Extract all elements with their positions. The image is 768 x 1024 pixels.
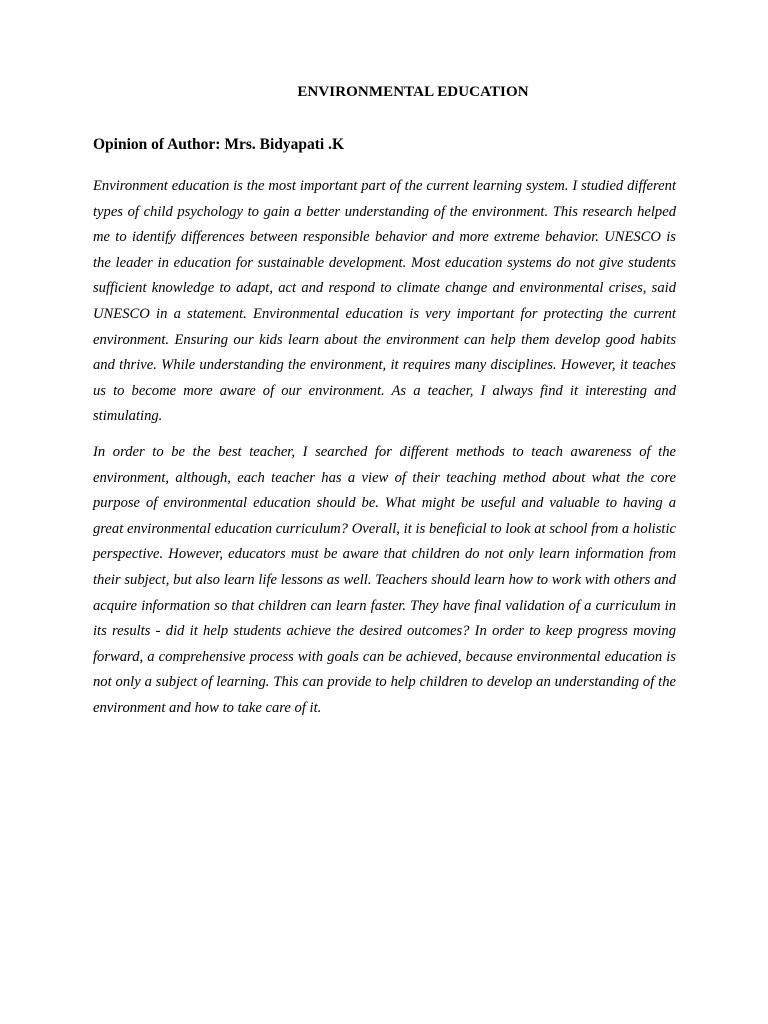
author-opinion-heading: Opinion of Author: Mrs. Bidyapati .K xyxy=(93,136,345,153)
body-paragraph-2: In order to be the best teacher, I searched for different methods to teach awareness of the environment, although, each teacher has a view of their teaching method about what the core purpose of environmental education should be. What might be useful and valuable to having a great environmental education curriculum? Overall, it is beneficial to look at school from a holistic perspective. However, educators must be aware that children do not only learn information from their subject, but also learn life lessons as well. Teachers should learn how to work with others and acquire information so that children can learn faster. They have final validation of a curriculum in its results - did it help students achieve the desired outcomes? In order to keep progress moving forward, a comprehensive process with goals can be achieved, because environmental education is not only a subject of learning. This can provide to help children to develop an understanding of the environment and how to take care of it. xyxy=(93,444,676,716)
document-title: ENVIRONMENTAL EDUCATION xyxy=(297,84,529,100)
body-paragraph-1: Environment education is the most important part of the current learning system. I studied different types of child psychology to gain a better understanding of the environment. This research helped me to identify differences between responsible behavior and more extreme behavior. UNESCO is the leader in education for sustainable development. Most education systems do not give students sufficient knowledge to adapt, act and respond to climate change and environmental crises, said UNESCO in a statement. Environmental education is very important for protecting the current environment. Ensuring our kids learn about the environment can help them develop good habits and thrive. While understanding the environment, it requires many disciplines. However, it teaches us to become more aware of our environment. As a teacher, I always find it interesting and stimulating. xyxy=(93,178,676,425)
